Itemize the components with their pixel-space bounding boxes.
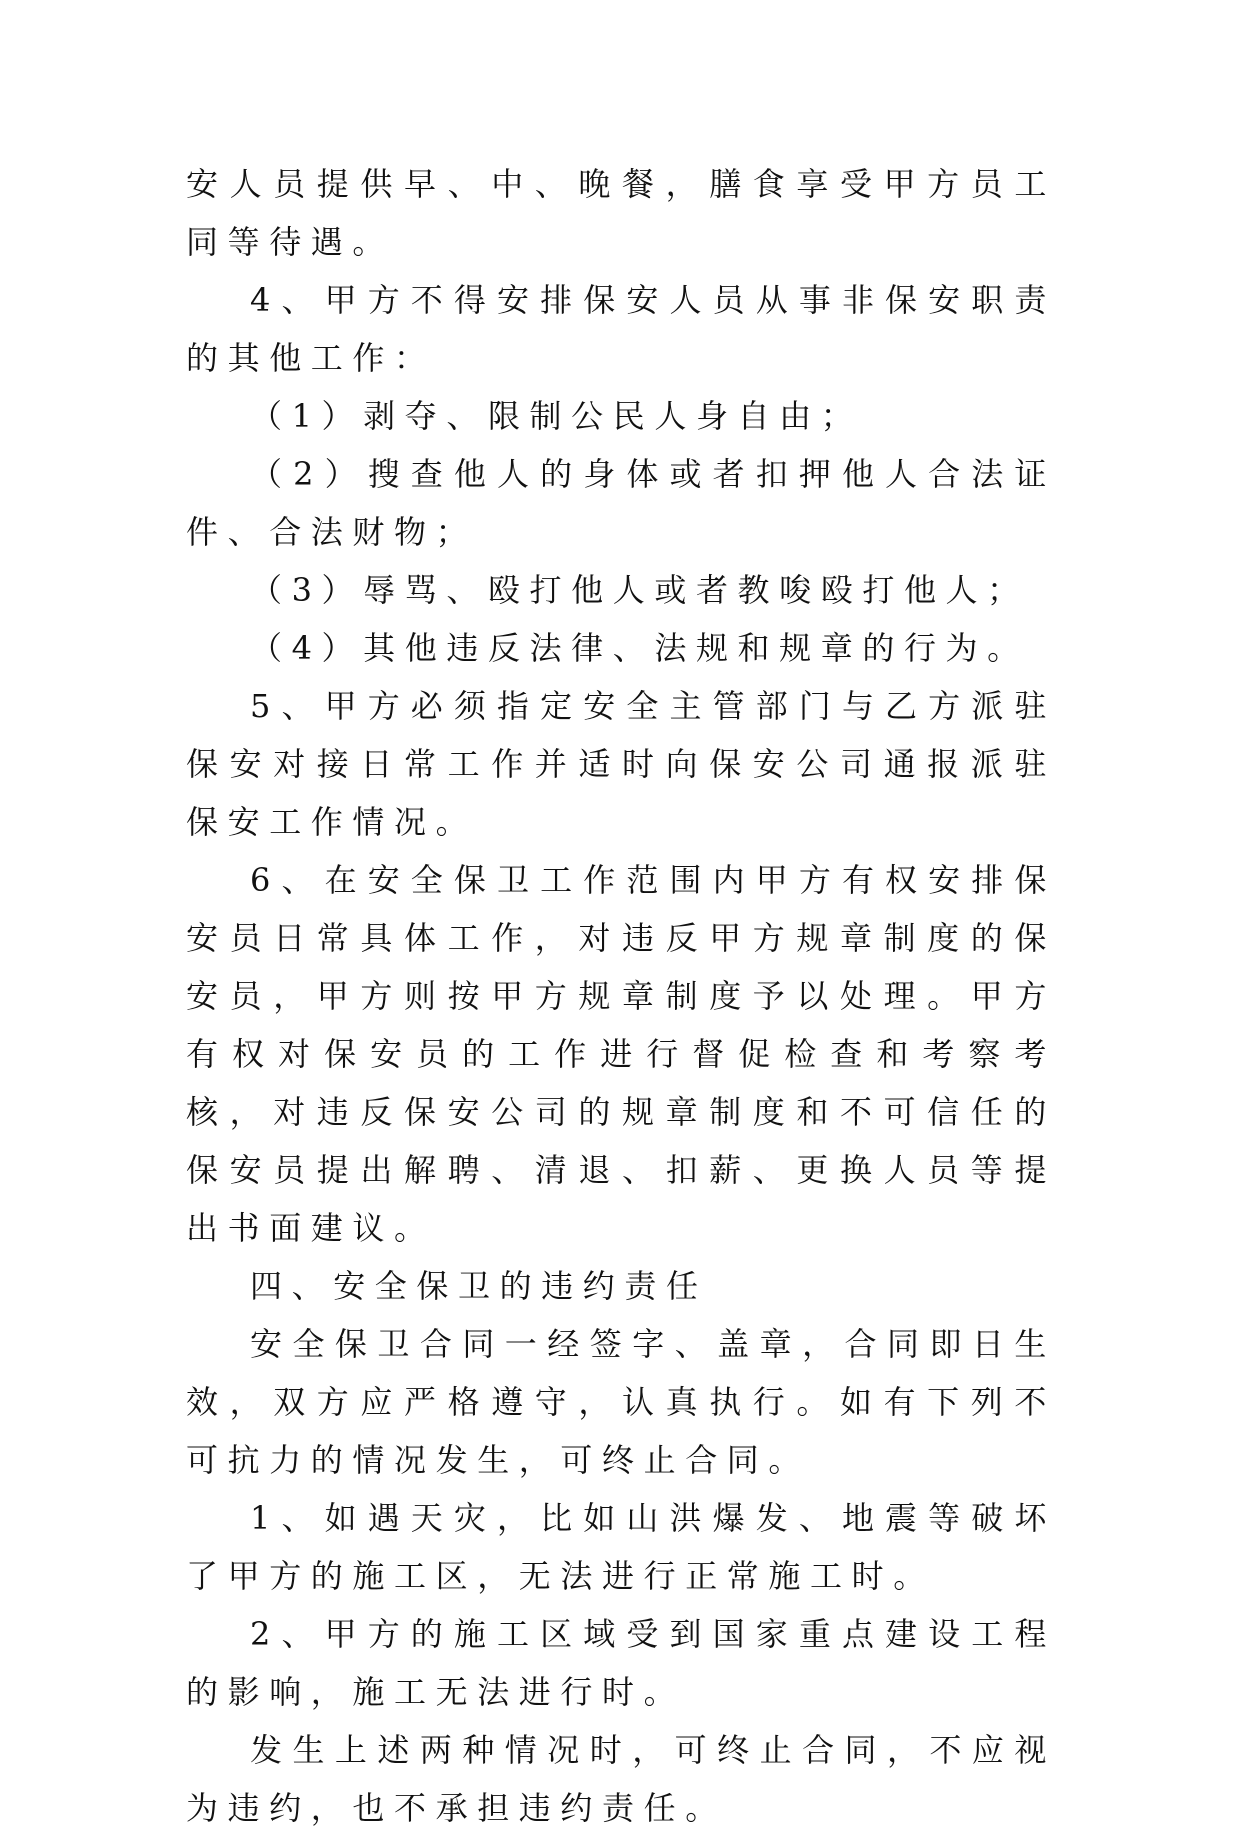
paragraph-item-3: （3）辱骂、殴打他人或者教唆殴打他人； — [250, 571, 1029, 609]
paragraph-contract-effect: 安全保卫合同一经签字、盖章，合同即日生效，双方应严格遵守，认真执行。如有下列不可抗力的情况发生，可终止合同。 — [186, 1325, 1056, 1479]
paragraph-force-majeure-2: 2、甲方的施工区域受到国家重点建设工程的影响，施工无法进行时。 — [186, 1615, 1056, 1711]
paragraph-clause-4: 4、甲方不得安排保安人员从事非保安职责的其他工作： — [186, 281, 1056, 377]
section-heading-breach-liability: 四、安全保卫的违约责任 — [250, 1267, 708, 1305]
paragraph-item-4: （4）其他违反法律、法规和规章的行为。 — [250, 629, 1029, 667]
document-body — [186, 155, 1056, 1837]
paragraph-clause-6: 6、在安全保卫工作范围内甲方有权安排保安员日常具体工作，对违反甲方规章制度的保安员，甲方则按甲方规章制度予以处理。甲方有权对保安员的工作进行督促检查和考察考核，对违反保安公司的规章制度和不可信任的保安员提出解聘、清退、扣薪、更换人员等提出书面建议。 — [186, 861, 1056, 1247]
paragraph-force-majeure-1: 1、如遇天灾，比如山洪爆发、地震等破坏了甲方的施工区，无法进行正常施工时。 — [186, 1499, 1056, 1595]
paragraph-clause-5: 5、甲方必须指定安全主管部门与乙方派驻保安对接日常工作并适时向保安公司通报派驻保安工作情况。 — [186, 687, 1056, 841]
paragraph-meal-provision: 安人员提供早、中、晚餐，膳食享受甲方员工同等待遇。 — [186, 165, 1056, 261]
paragraph-item-2: （2）搜查他人的身体或者扣押他人合法证件、合法财物； — [186, 455, 1056, 551]
paragraph-termination: 发生上述两种情况时，可终止合同，不应视为违约，也不承担违约责任。 — [186, 1731, 1056, 1827]
paragraph-item-1: （1）剥夺、限制公民人身自由； — [250, 397, 863, 435]
